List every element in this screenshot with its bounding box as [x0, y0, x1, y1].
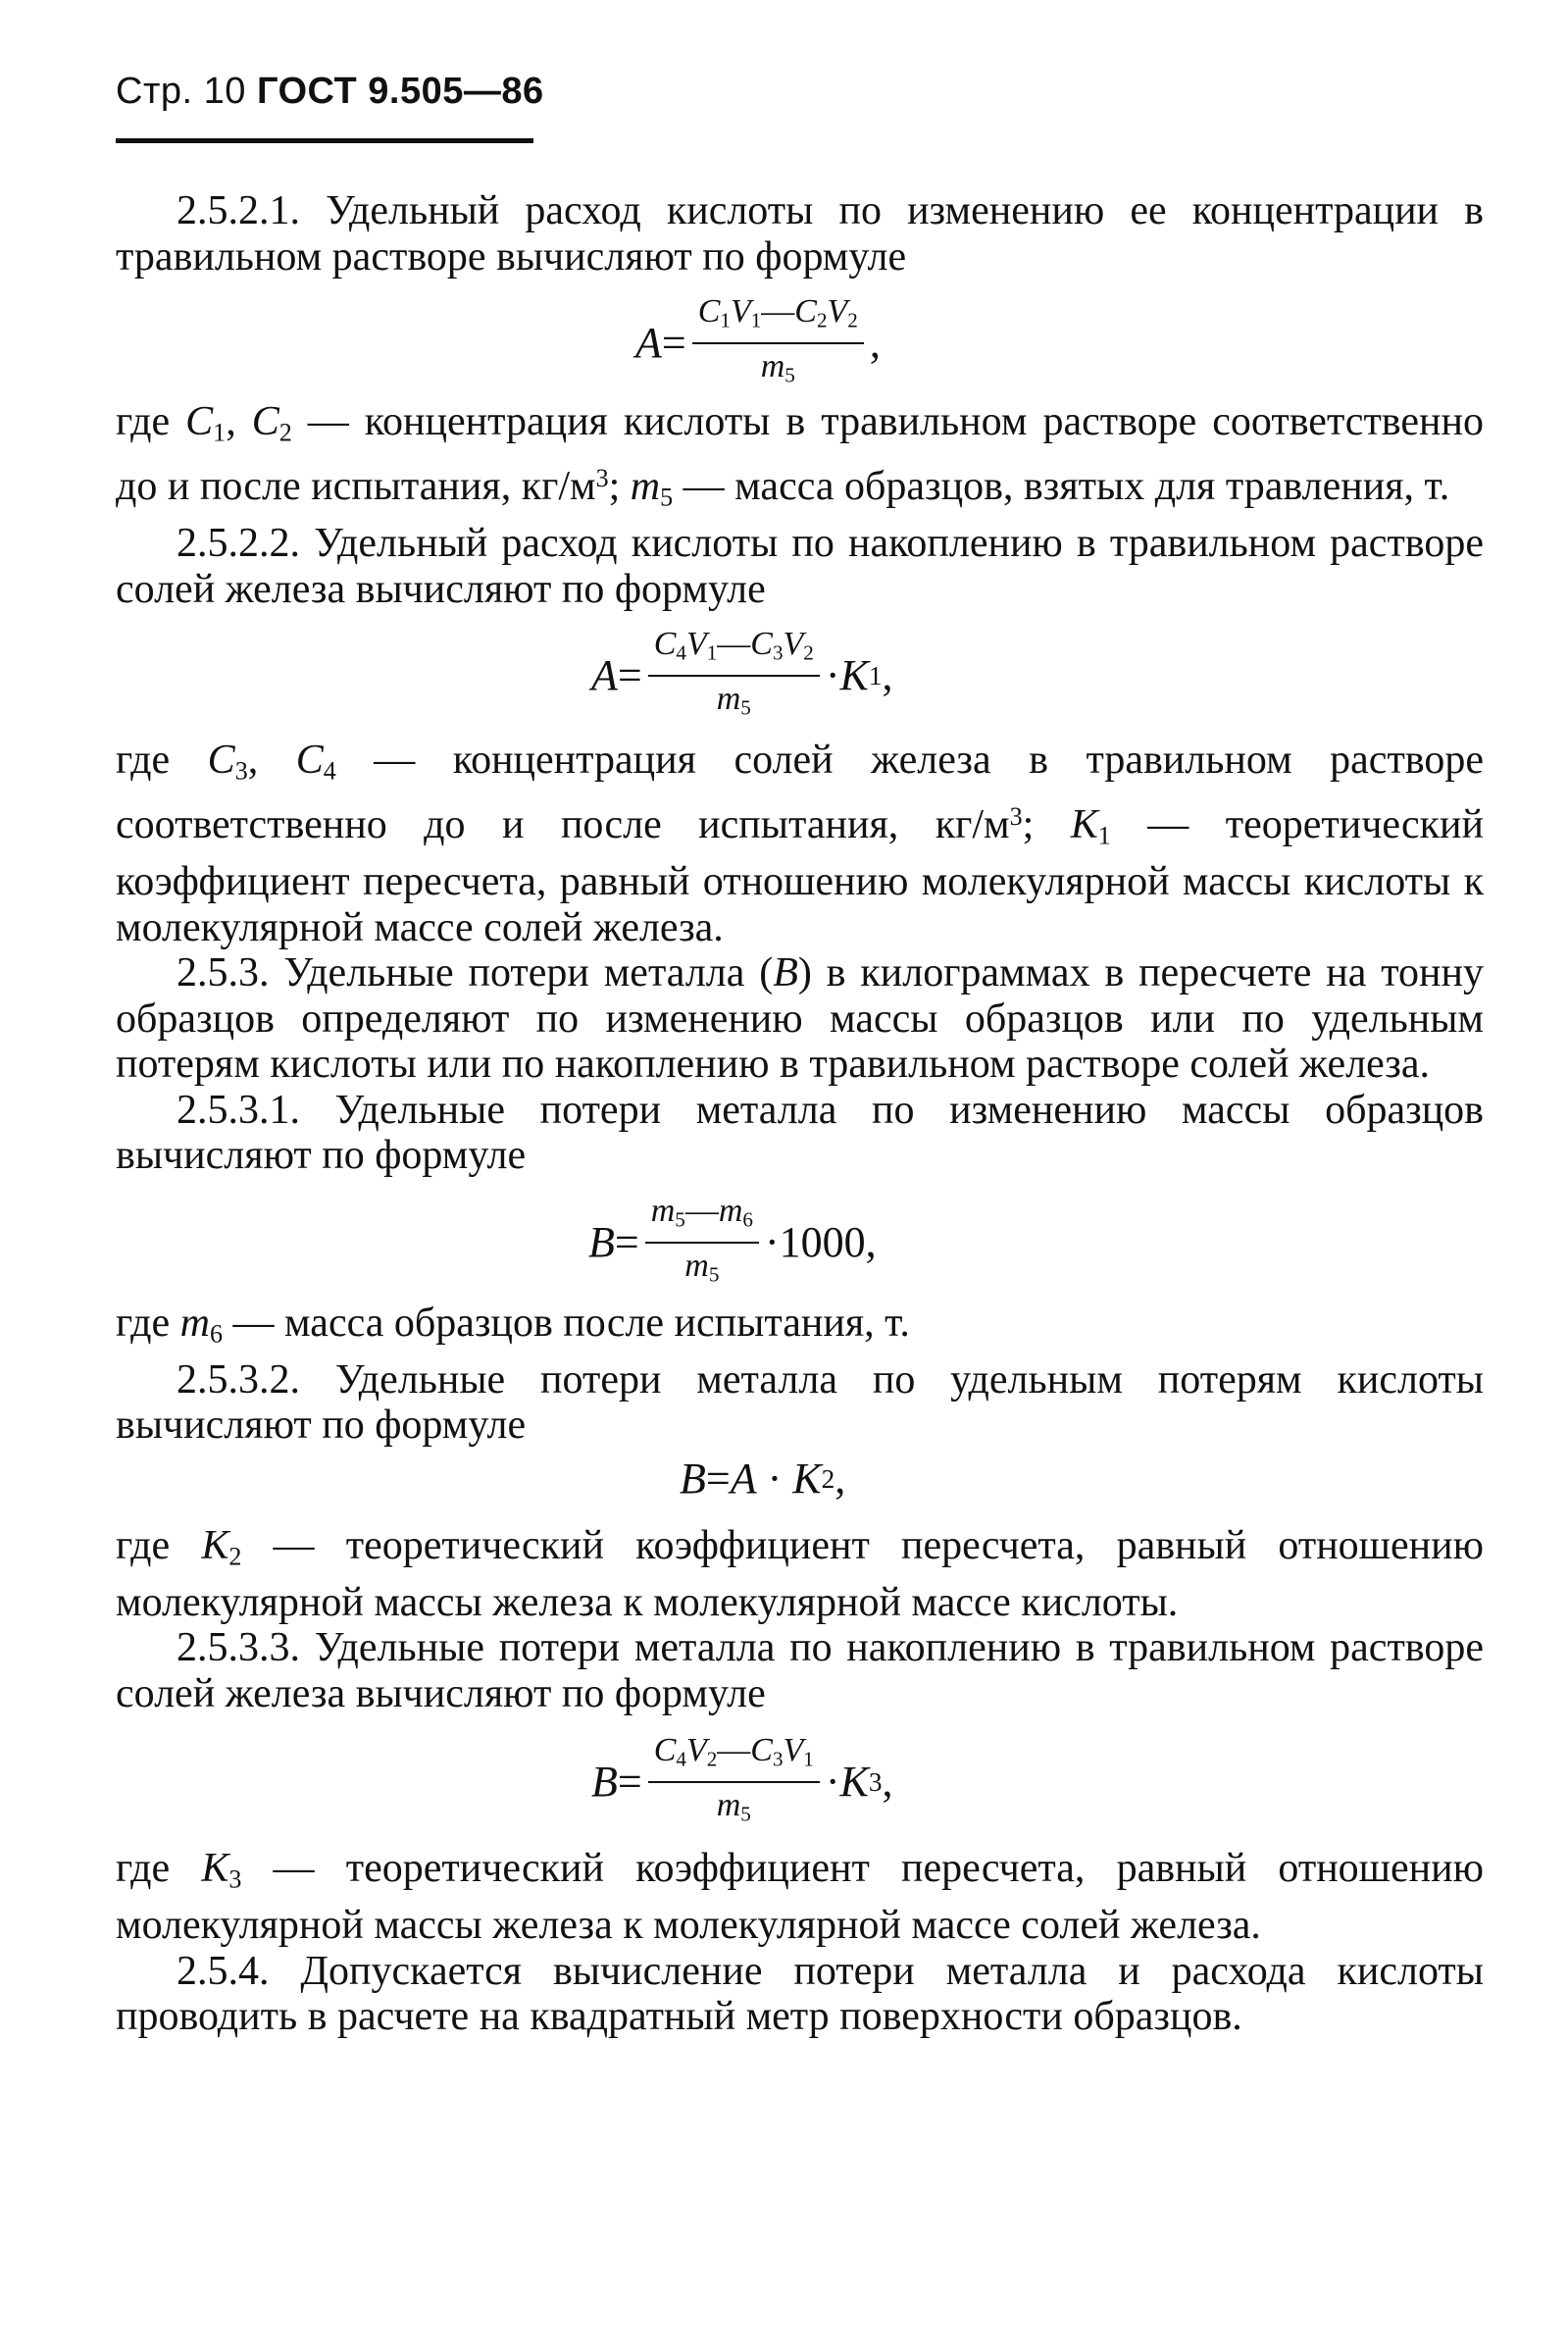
paragraph-2-5-3-1: 2.5.3.1. Удельные потери металла по изменению массы образцов вычисляют по формуле — [116, 1087, 1484, 1179]
header-rule — [116, 138, 533, 143]
formula-4: B = A · K 2 , — [680, 1454, 846, 1503]
paragraph-where-2: где $C_3$, $C_4$ — концентрация солей железа в травильном растворе соответственно до и после испытания, $кг/м^3$; $K_1$ — теоретический коэффициент пересчета, равный отношению молекулярной массы кислоты к молекулярной массе солей железа. — [116, 738, 1485, 950]
paragraph-2-5-2-1: 2.5.2.1. Удельный расход кислоты по изменению ее концентрации в травильном растворе вычисляют по формуле — [116, 188, 1484, 280]
formula-1: A = $\frac{C_1V_1—C_2V_2}{m_5}$ , — [635, 293, 881, 387]
page-number: Стр. 10 — [116, 71, 246, 112]
document-body — [116, 188, 1484, 2040]
paragraph-2-5-3: 2.5.3. Удельные потери металла (B) в килограммах в пересчете на тонну образцов определяют по изменению массы образцов или по удельным потерям кислоты или по накоплению в травильном растворе солей железа. — [116, 950, 1484, 1088]
formula-5: B = $\frac{C_4V_2—C_3V_1}{m_5}$ · K 3 , — [591, 1732, 893, 1826]
paragraph-2-5-3-3: 2.5.3.3. Удельные потери металла по накоплению в травильном растворе солей железа вычисляют по формуле — [116, 1625, 1484, 1716]
paragraph-2-5-2-2: 2.5.2.2. Удельный расход кислоты по накоплению в травильном растворе солей железа вычисляют по формуле — [116, 521, 1484, 612]
formula-2: A = $\frac{C_4V_1—C_3V_2}{m_5}$ · K 1 , — [591, 626, 893, 720]
standard-number: ГОСТ 9.505—86 — [256, 71, 544, 112]
paragraph-where-1: где $C_1$, $C_2$ — концентрация кислоты в травильном растворе соответственно до и после испытания, $кг/м^3$; $m_5$ — масса образцов, взятых для травления, т. — [116, 399, 1484, 512]
paragraph-2-5-4: 2.5.4. Допускается вычисление потери металла и расхода кислоты проводить в расчете на квадратный метр поверхности образцов. — [116, 1948, 1484, 2040]
paragraph-where-5: где $K_3$ — теоретический коэффициент пересчета, равный отношению молекулярной массы железа к молекулярной массе солей железа. — [116, 1846, 1484, 1949]
paragraph-2-5-3-2: 2.5.3.2. Удельные потери металла по удельным потерям кислоты вычисляют по формуле — [116, 1356, 1484, 1449]
formula-3: B = $\frac{m_5—m_6}{m_5}$ · 1000 , — [588, 1192, 877, 1287]
paragraph-where-3: где $m_6$ — масса образцов после испытания, т. — [116, 1300, 910, 1349]
paragraph-where-4: где $K_2$ — теоретический коэффициент пересчета, равный отношению молекулярной массы железа к молекулярной массе кислоты. — [116, 1522, 1484, 1625]
page-header — [116, 71, 544, 113]
